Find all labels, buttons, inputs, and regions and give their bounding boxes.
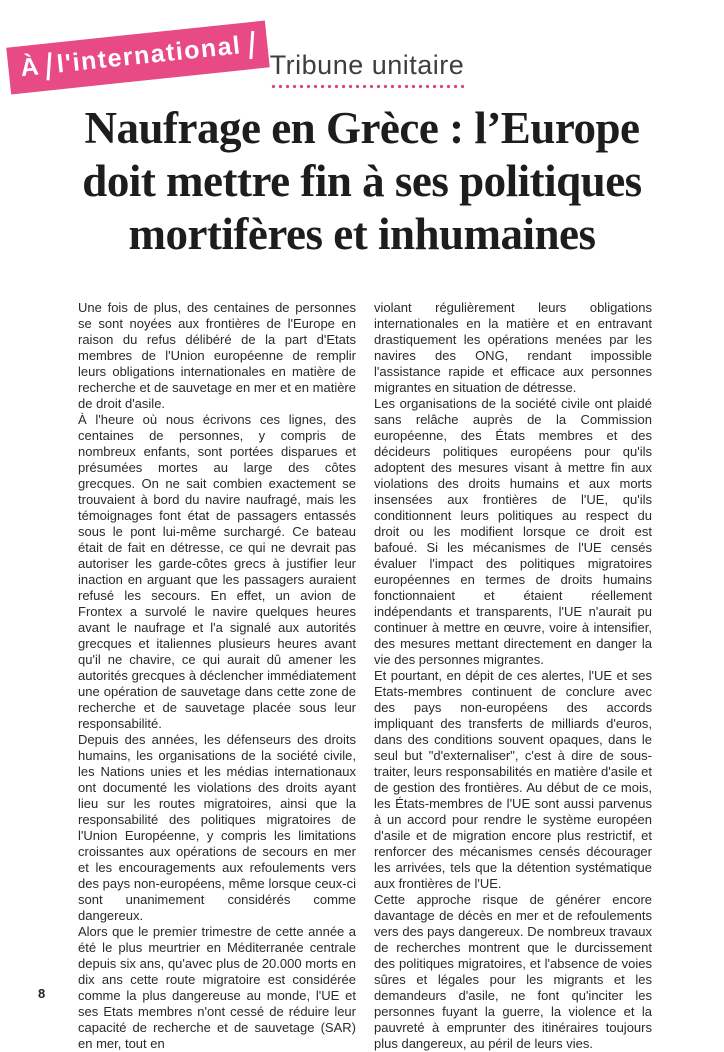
banner-label: l'international bbox=[55, 31, 243, 79]
paragraph: Une fois de plus, des centaines de personnes se sont noyées aux frontières de l'Europe en raison du refus délibéré de la part d'Etats membres de l'Union européenne de remplir leurs obligations internationales en matière de recherche et de sauvetage en mer et en matière de droit d'asile. bbox=[78, 300, 356, 411]
section-title-block bbox=[270, 50, 465, 89]
section-title: Tribune unitaire bbox=[269, 50, 465, 80]
paragraph: Cette approche risque de générer encore davantage de décès en mer et de refoulements vers des pays dangereux. De nombreux travaux de recherches montrent que le durcissement des politiques migratoires, et l'absence de voies sûres et légales pour les migrants et les demandeurs d'asile, ne font qu'inciter les personnes fuyant la guerre, la violence et la pauvreté à emprunter des itinéraires toujours plus dangereux, au péril de leurs vies. bbox=[374, 892, 652, 1051]
paragraph: Alors que le premier trimestre de cette année a été le plus meurtrier en Méditerranée centrale depuis six ans, qu'avec plus de 20.000 morts en dix ans cette route migratoire est considérée comme la plus dangereuse au monde, l'UE et ses Etats membres n'ont cessé de réduire leur capacité de recherche et de sauvetage (SAR) en mer, tout en bbox=[78, 924, 356, 1051]
section-title-wrap bbox=[0, 50, 724, 89]
dotted-underline bbox=[270, 84, 465, 89]
article-headline bbox=[0, 102, 724, 261]
banner-prefix: À bbox=[19, 52, 42, 83]
article-body bbox=[78, 300, 652, 1052]
right-column bbox=[374, 300, 652, 1052]
paragraph: Les organisations de la société civile ont plaidé sans relâche auprès de la Commission européenne, des États membres et des décideurs politiques européens pour qu'ils adoptent des mesures visant à mettre fin aux violations des droits humains et aux morts insensées aux frontières de l'UE, qu'ils conditionnent leurs politiques au respect du droit ou les modifient lorsque ce droit est bafoué. Si les mécanismes de l'UE censés évaluer l'impact des politiques migratoires européennes en termes de droits humains fonctionnaient et étaient réellement indépendants et transparents, l'UE n'aurait pu continuer à mettre en œuvre, voire à intensifier, des mesures mettant directement en danger la vie des personnes migrantes. bbox=[374, 396, 652, 667]
headline-line-2: doit mettre fin à ses politiques bbox=[82, 156, 642, 206]
headline-line-3: mortifères et inhumaines bbox=[128, 209, 596, 259]
headline-line-1: Naufrage en Grèce : l’Europe bbox=[84, 103, 640, 153]
paragraph: violant régulièrement leurs obligations internationales en la matière et en entravant drastiquement les opérations menées par les navires des ONG, rendant impossible l'assistance rapide et efficace aux personnes migrantes en situation de détresse. bbox=[374, 300, 652, 395]
paragraph: À l'heure où nous écrivons ces lignes, des centaines de personnes, y compris de nombreux enfants, sont portées disparues et présumées mortes au large des côtes grecques. On ne sait combien exactement se trouvaient à bord du navire naufragé, mais les témoignages font état de passagers entassés sous le pont lui-même surchargé. Ce bateau était de fait en détresse, ce qui ne devrait pas autoriser les garde-côtes grecs à justifier leur inaction en arguant que les passagers auraient refusé les secours. En effet, un avion de Frontex a survolé le navire quelques heures avant le naufrage et l'a signalé aux autorités grecques et italiennes plusieurs heures avant qu'il ne chavire, ce qui aurait dû amener les autorités grecques à déclencher immédiatement une opération de sauvetage dans cette zone de recherche et de sauvetage placée sous leur responsabilité. bbox=[78, 412, 356, 731]
paragraph: Et pourtant, en dépit de ces alertes, l'UE et ses Etats-membres continuent de conclure avec des pays non-européens des accords impliquant des transferts de milliards d'euros, dans des conditions souvent opaques, dans le seul but "d'externaliser", c'est à dire de sous-traiter, leurs responsabilités en matière d'asile et de gestion des frontières. Au début de ce mois, les États-membres de l'UE sont aussi parvenus à un accord pour rendre le système européen d'asile et de migration encore plus restrictif, et renforcer des mécanismes censés décourager les arrivées, tels que la détention systématique aux frontières de l'UE. bbox=[374, 668, 652, 891]
paragraph: Depuis des années, les défenseurs des droits humains, les organisations de la société civile, les Nations unies et les médias internationaux ont documenté les violations des droits ayant lieu sur les routes migratoires, ainsi que la responsabilité des politiques migratoires de l'Union Européenne, y compris les limitations croissantes aux opérations de secours en mer et les encouragements aux refoulements vers des pays non-européens, même lorsque ceux-ci sont unanimement considérés comme dangereux. bbox=[78, 732, 356, 923]
page-number: 8 bbox=[38, 986, 46, 1001]
left-column bbox=[78, 300, 356, 1052]
